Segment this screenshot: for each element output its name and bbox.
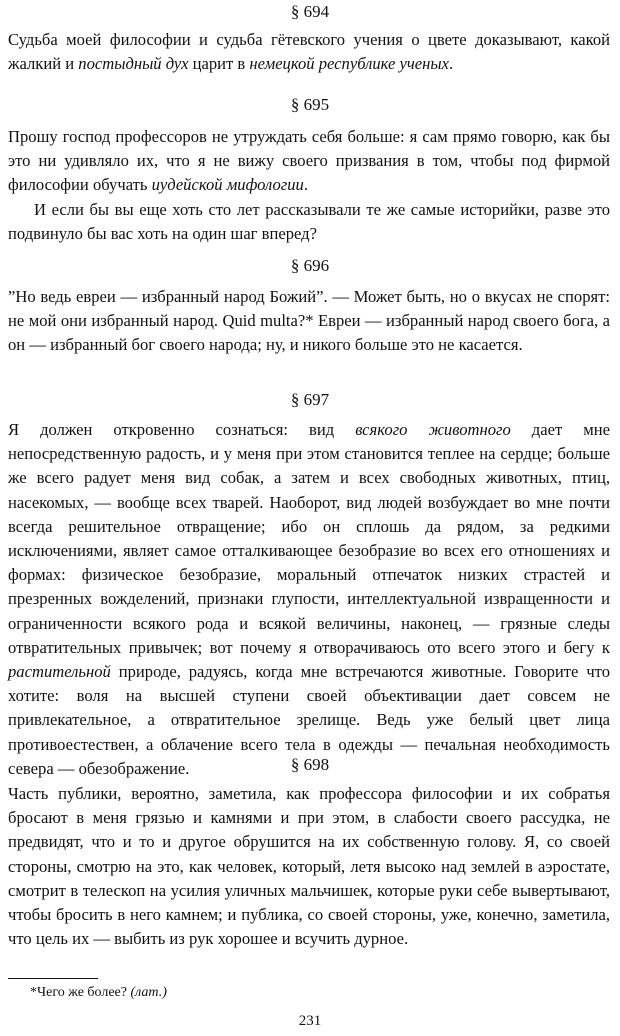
text-run: природе, радуясь, когда мне встречаются животные. Говорите что хотите: воля на высшей ступени своей объективации дает совсем не привлекательное, а отвратительное зрелище. Ведь уже белый цвет лица противоестествен, а облачение всего тела в одежды — печальная необходимость севера — обезображение. <box>8 662 610 778</box>
paragraph-695-2 <box>8 198 610 246</box>
text-run: Прошу господ профессоров не утруждать себя больше: я сам прямо говорю, как бы это ни удивляло их, что я не вижу своего призвания в том, чтобы под фирмой философии обучать <box>8 127 610 195</box>
text-run: И если бы вы еще хоть сто лет рассказывали те же самые историйки, разве это подвинуло бы вас хоть на один шаг вперед? <box>8 200 610 244</box>
text-run: царит в <box>188 54 250 74</box>
footnote-language: (лат.) <box>130 985 167 1000</box>
text-run: . <box>303 175 309 195</box>
paragraph-696 <box>8 285 610 358</box>
italic-text-run: немецкой республике ученых <box>249 54 450 74</box>
paragraph-694 <box>8 28 610 76</box>
text-run: Судьба моей философии и судьба гётевского учения о цвете доказывают, какой жалкий и <box>8 30 610 74</box>
italic-text-run: всякого животного <box>355 420 511 439</box>
section-heading-695: § 695 <box>290 95 330 114</box>
text-run: Я должен откровенно сознаться: вид <box>8 420 356 439</box>
paragraph-697 <box>8 418 610 781</box>
paragraph-698 <box>8 782 610 951</box>
footnote-text: *Чего же более? <box>30 985 127 1000</box>
section-heading-694: § 694 <box>290 2 330 21</box>
section-heading-698: § 698 <box>290 755 330 774</box>
italic-text-run: постыдный дух <box>78 54 189 74</box>
text-run: Часть публики, вероятно, заметила, как профессора философии и их собратья бросают в меня грязью и камнями и при этом, в слабости своего рассудка, не предвидят, что и то и другое обрушится на их собственную голову. Я, со своей стороны, смотрю на это, как человек, который, летя высоко над землей в аэростате, смотрит в телескоп на усилия уличных мальчишек, которые руки себе вывертывают, чтобы бросить в него камнем; и публика, со своей стороны, уже, конечно, заметила, что цель их — выбить из рук хорошее и всучить дурное. <box>8 784 610 949</box>
text-run: дает мне непосредственную радость, и у меня при этом становится теплее на сердце; больше же всего радует меня вид собак, а затем и всех свободных животных, птиц, насекомых, — вообще всех тварей. Наоборот, вид людей возбуждает во мне почти всегда решительное отвращение; ибо он сплошь да рядом, за редкими исключениями, являет самое отталкивающее безобразие во всех его отношениях и формах: физическое безобразие, моральный отпечаток низких страстей и презренных вожделений, признаки глупости, интеллектуальной извращенности и ограниченности всякого рода и всякой величины, наконец, — грязные следы отвратительных привычек; вот почему я отворачиваюсь ото всего этого и бегу к <box>8 420 610 657</box>
section-heading-697: § 697 <box>290 390 330 409</box>
section-heading-696: § 696 <box>290 256 330 275</box>
italic-text-run: растительной <box>8 662 111 682</box>
text-run: ”Но ведь евреи — избранный народ Божий”. — Может быть, но о вкусах не спорят: не мой они избранный народ. Quid multa?* Евреи — избранный народ своего бога, а он — избранный бог своего народа; ну, и никого больше это не касается. <box>8 287 610 355</box>
italic-text-run: иудейской мифологии <box>151 175 304 195</box>
footnote-rule <box>8 978 98 979</box>
footnote <box>30 984 167 1002</box>
page-number: 231 <box>298 1013 322 1029</box>
text-run: . <box>449 54 454 74</box>
paragraph-695-1 <box>8 125 610 198</box>
